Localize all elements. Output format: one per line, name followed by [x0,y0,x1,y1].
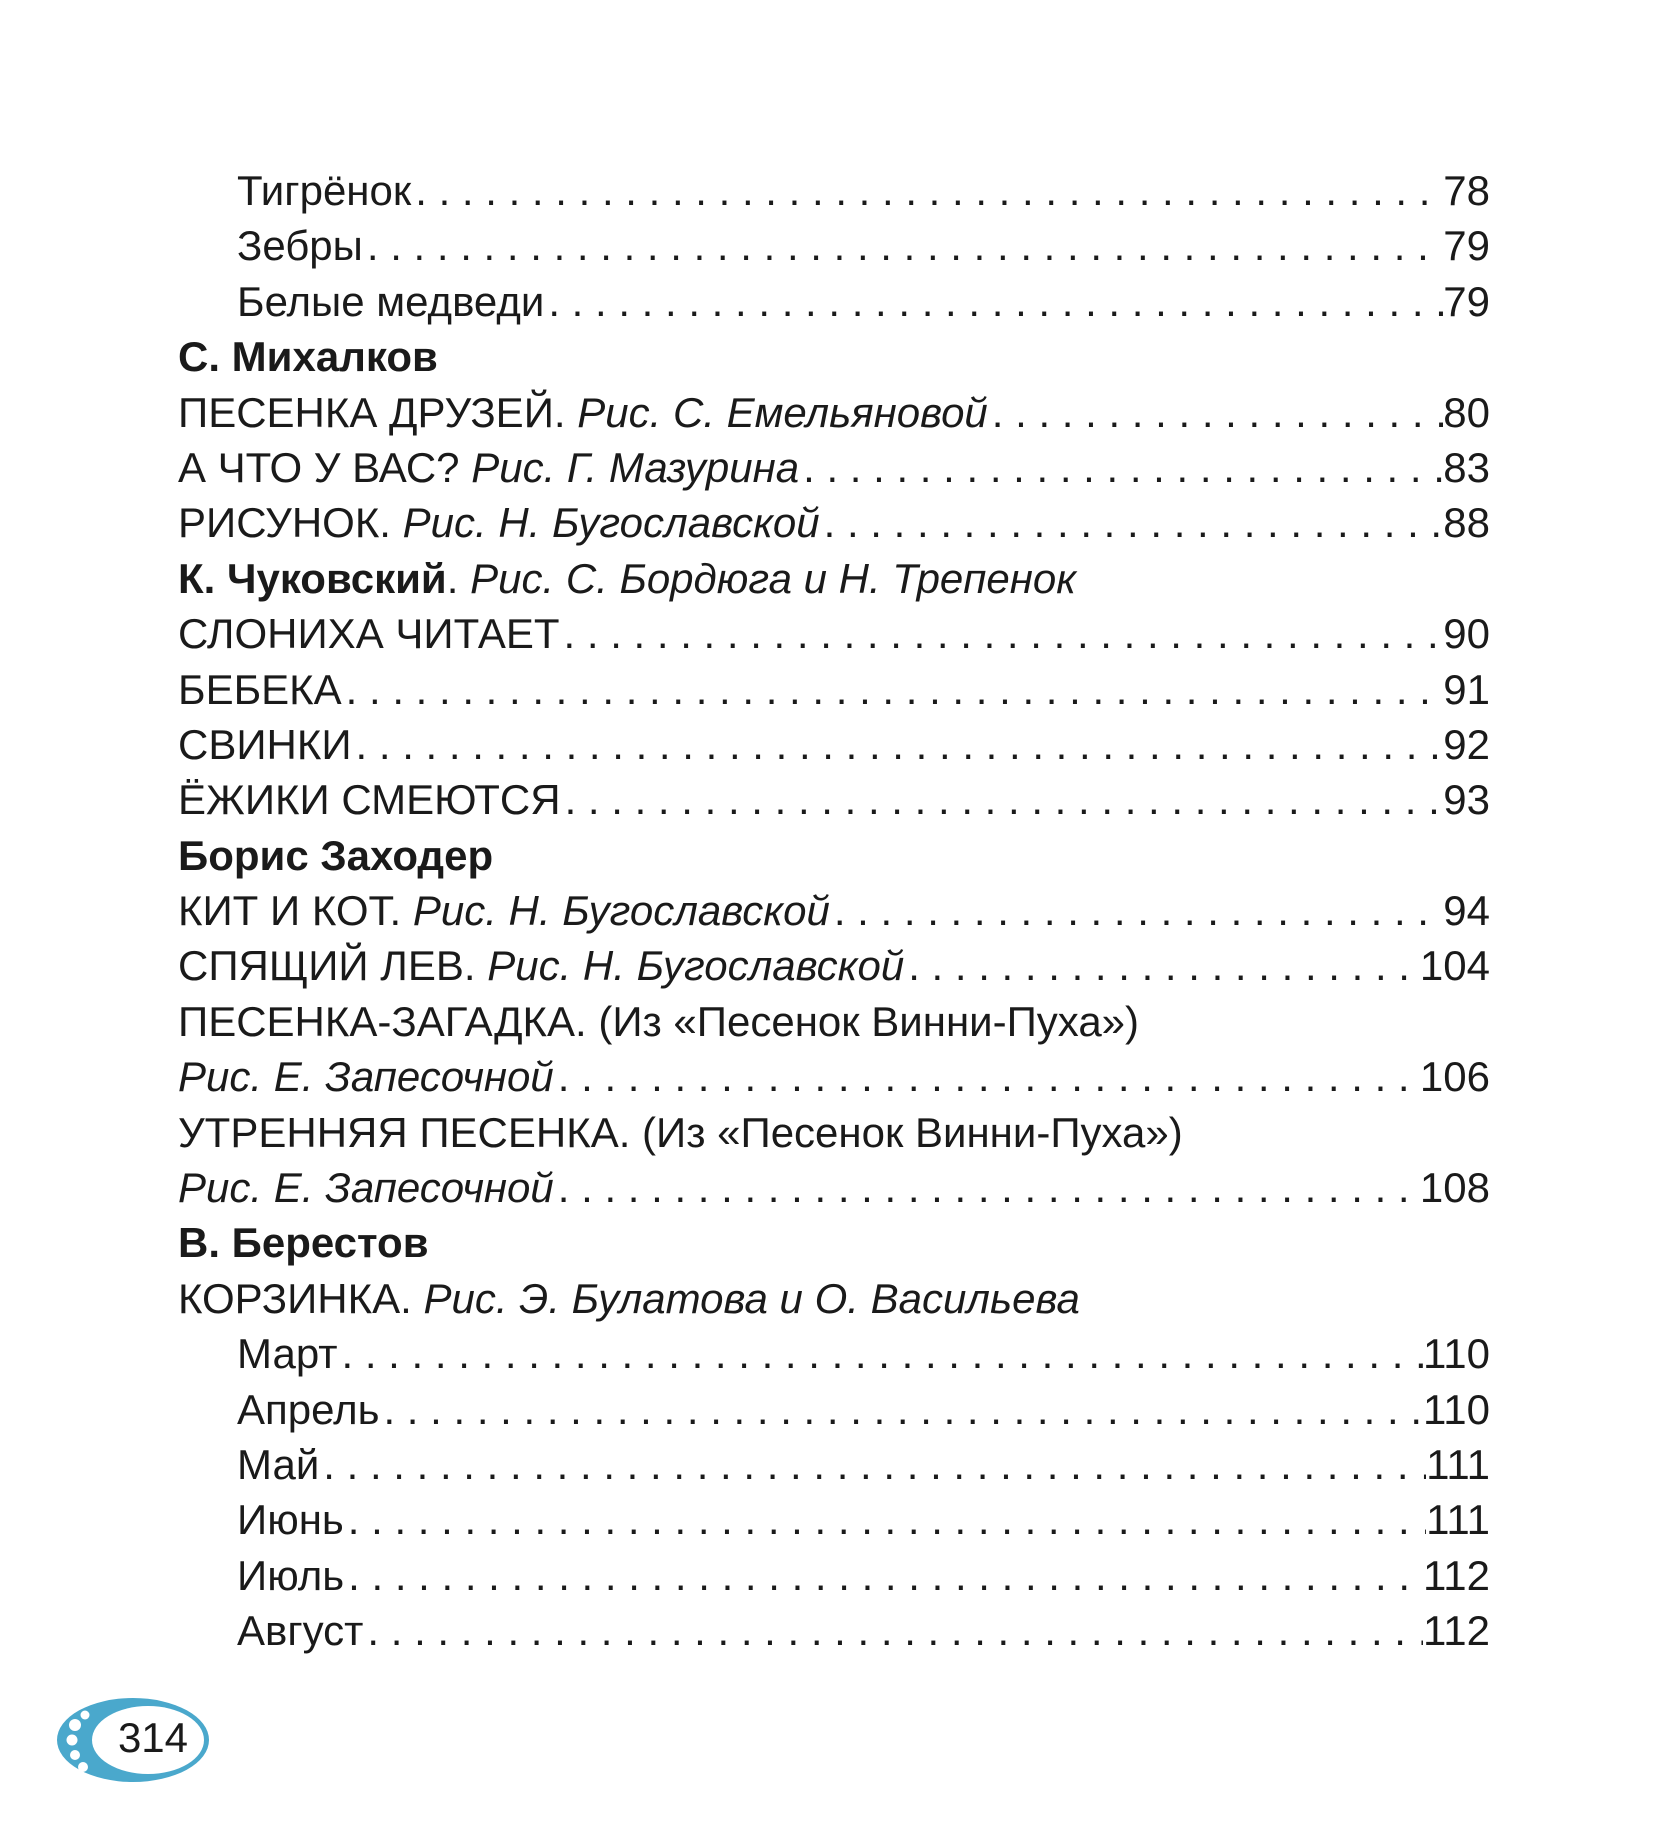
badge-dot [67,1735,78,1746]
toc-entry-page: 93 [1443,776,1490,824]
toc-entry[interactable] [178,1437,1490,1492]
toc-entry[interactable] [178,1049,1490,1104]
dot-leader [363,1603,1423,1658]
toc-entry-page: 90 [1443,610,1490,658]
dot-leader [554,1049,1420,1104]
badge-dot [70,1750,80,1760]
dot-leader [820,495,1444,550]
toc-entry-page: 110 [1423,1330,1490,1378]
toc-entry[interactable] [178,495,1490,550]
toc-entry-title: КИТ И КОТ. Рис. Н. Бугославской [178,887,830,935]
dot-leader [344,1492,1426,1547]
dot-leader [554,1160,1420,1215]
toc-entry-title: Июль [237,1551,345,1599]
toc-entry-title: Август [237,1607,364,1655]
toc-entry-title: Тигрёнок [237,167,412,214]
toc-entry-page: 79 [1443,222,1490,270]
toc-entry-page: 78 [1443,167,1490,214]
illustrator: Рис. Н. Бугославской [487,942,905,990]
toc-entry[interactable] [178,1548,1490,1603]
toc-entry-page: 106 [1419,1053,1490,1101]
toc-author-heading [178,1215,1490,1270]
toc-entry-page: 80 [1443,388,1490,436]
toc-entry-page: 110 [1423,1385,1490,1433]
dot-leader [338,1326,1424,1381]
badge-dot [69,1719,81,1731]
toc-entry-title: А ЧТО У ВАС? Рис. Г. Мазурина [178,443,800,491]
toc-entry-title: Белые медведи [237,277,545,325]
toc-entry[interactable] [178,1160,1490,1215]
toc-entry-title: СЛОНИХА ЧИТАЕТ [178,610,560,658]
illustrator: Рис. Н. Бугославской [412,887,830,935]
illustrator: Рис. Э. Булатова и О. Васильева [423,1274,1080,1322]
badge-dot [78,1762,88,1772]
toc-author-heading [178,329,1490,384]
toc-entry-title: ПЕСЕНКА-ЗАГАДКА. (Из «Песенок Винни-Пуха») [178,997,1140,1045]
toc-entry-heading [178,994,1490,1049]
toc-entry[interactable] [178,218,1490,273]
illustrator: Рис. Е. Запесочной [178,1053,554,1101]
dot-leader [319,1437,1426,1492]
dot-leader [560,606,1444,661]
toc-entry[interactable] [178,1382,1490,1437]
toc-entry[interactable] [178,938,1490,993]
toc-entry[interactable] [178,274,1490,329]
author-name: В. Берестов [178,1219,429,1267]
toc-entry-page: 94 [1443,887,1490,935]
dot-leader [830,883,1443,938]
toc-entry-title: КОРЗИНКА. Рис. Э. Булатова и О. Васильева [178,1274,1080,1322]
illustrator: Рис. Г. Мазурина [471,443,800,491]
toc-entry-page: 111 [1426,1496,1490,1544]
dot-leader [352,717,1444,772]
page-number-badge [53,1695,211,1785]
author-name: С. Михалков [178,333,438,381]
toc-entry-title: Март [237,1330,338,1378]
toc-entry-page: 92 [1443,720,1490,768]
illustrator: Рис. С. Емельяновой [577,388,988,436]
dot-leader [344,1548,1423,1603]
toc-entry-page: 111 [1426,1440,1490,1488]
toc-entry-title: БЕБЕКА [178,665,342,713]
toc-entry-page: 112 [1423,1607,1490,1655]
toc-entry-page: 91 [1443,665,1490,713]
illustrator: Рис. Н. Бугославской [402,499,820,547]
toc-entry-title: Июнь [237,1496,344,1544]
toc-entry-title: Май [237,1440,320,1488]
dot-leader [561,772,1444,827]
toc-entry[interactable] [178,1603,1490,1658]
toc-entry-page: 83 [1443,443,1490,491]
badge-dot [81,1711,90,1720]
dot-leader [799,440,1443,495]
dot-leader [544,274,1443,329]
page-number: 314 [117,1714,189,1761]
toc-entry[interactable] [178,772,1490,827]
toc-entry-title: СПЯЩИЙ ЛЕВ. Рис. Н. Бугославской [178,942,905,990]
toc-entry-title: РИСУНОК. Рис. Н. Бугославской [178,499,820,547]
toc-entry-title: СВИНКИ [178,720,352,768]
dot-leader [411,163,1443,218]
toc-entry-title: ЁЖИКИ СМЕЮТСЯ [178,776,561,824]
illustrator: Рис. Е. Запесочной [178,1164,554,1212]
toc-entry-page: 88 [1443,499,1490,547]
dot-leader [342,662,1444,717]
toc-entry[interactable] [178,1492,1490,1547]
dot-leader [988,385,1444,440]
dot-leader [363,218,1443,273]
toc-author-heading: К. Чуковский. Рис. С. Бордюга и Н. Трепенок [178,554,1077,602]
toc-entry[interactable] [178,440,1490,495]
illustrator: Рис. С. Бордюга и Н. Трепенок [470,554,1077,602]
toc-entry-heading [178,1105,1490,1160]
toc-entry-page: 112 [1423,1551,1490,1599]
toc-entry-page: 108 [1419,1164,1490,1212]
toc-entry-heading [178,1271,1490,1326]
dot-leader [904,938,1420,993]
toc-entry-page: 79 [1443,277,1490,325]
toc-entry-page: 104 [1419,942,1490,990]
toc-entry[interactable] [178,606,1490,661]
table-of-contents [178,163,1490,1659]
toc-entry-title: УТРЕННЯЯ ПЕСЕНКА. (Из «Песенок Винни-Пуха») [178,1108,1183,1156]
dot-leader [379,1382,1423,1437]
toc-entry-title: Апрель [237,1385,380,1433]
author-name: К. Чуковский [178,554,447,602]
toc-entry[interactable] [178,883,1490,938]
toc-entry[interactable] [178,662,1490,717]
toc-entry[interactable] [178,385,1490,440]
toc-entry-title: Зебры [237,222,363,270]
toc-entry[interactable] [178,1326,1490,1381]
author-name: Борис Заходер [178,831,494,879]
toc-author-heading [178,828,1490,883]
toc-entry-title: ПЕСЕНКА ДРУЗЕЙ. Рис. С. Емельяновой [178,388,988,436]
toc-entry[interactable] [178,163,1490,218]
toc-entry[interactable] [178,717,1490,772]
